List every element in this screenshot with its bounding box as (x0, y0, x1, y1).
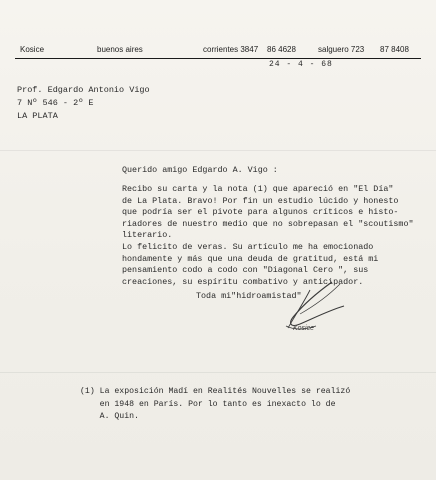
letterhead-name: Kosice (20, 45, 45, 54)
letterhead-rule (15, 58, 421, 59)
recipient-address: 7 Nº 546 - 2º E (17, 98, 94, 108)
paragraph-1 (122, 184, 422, 242)
recipient-city: LA PLATA (17, 111, 58, 121)
footnote-line: (1) La exposición Madí en Realités Nouvelles se realizó (80, 387, 351, 396)
salutation (122, 165, 422, 177)
footnote-line: A. Quin. (80, 412, 139, 422)
paper-fold (0, 372, 436, 373)
paragraph-line: que podría ser el pivote para algunos críticos e histo- (122, 207, 399, 218)
letter-date: 24 - 4 - 68 (269, 60, 333, 69)
letterhead-street-2: salguero 723 (318, 45, 365, 54)
paragraph-line: Recibo su carta y la nota (1) que apareció en "El Día" (122, 184, 394, 194)
letterhead-street-1: corrientes 3847 (203, 45, 259, 54)
paragraph-line: riadores de nuestro medio que no sobrepasan el "scoutismo" (122, 218, 414, 229)
paragraph-line: pensamiento codo a codo con "Diagonal Cero ", sus (122, 265, 369, 276)
letterhead-phone-2: 87 8408 (380, 45, 409, 54)
paragraph-line: de La Plata. Bravo! Por fin un estudio lúcido y honesto (122, 195, 399, 206)
paragraph-line: hondamente y más que una deuda de gratitud, está mi (122, 253, 379, 264)
paragraph-line: Lo felicito de veras. Su artículo me ha emocionado (122, 242, 374, 252)
signature-name: Kosice (293, 325, 315, 332)
paper-fold (0, 150, 436, 151)
salutation-line: Querido amigo Edgardo A. Vigo : (122, 165, 278, 175)
letterhead-city: buenos aires (97, 45, 143, 54)
paragraph-line: literario. (122, 230, 173, 241)
closing-line: Toda mi"hidroamistad" (196, 291, 302, 301)
letterhead-phone-1: 86 4628 (267, 45, 296, 54)
letterhead (0, 42, 436, 56)
footnote (80, 386, 410, 424)
recipient-name: Prof. Edgardo Antonio Vigo (17, 85, 150, 95)
footnote-line: en 1948 en París. Por lo tanto es inexacto lo de (80, 399, 336, 409)
paragraph-line: creaciones, su espíritu combativo y anticipador. (122, 276, 364, 287)
